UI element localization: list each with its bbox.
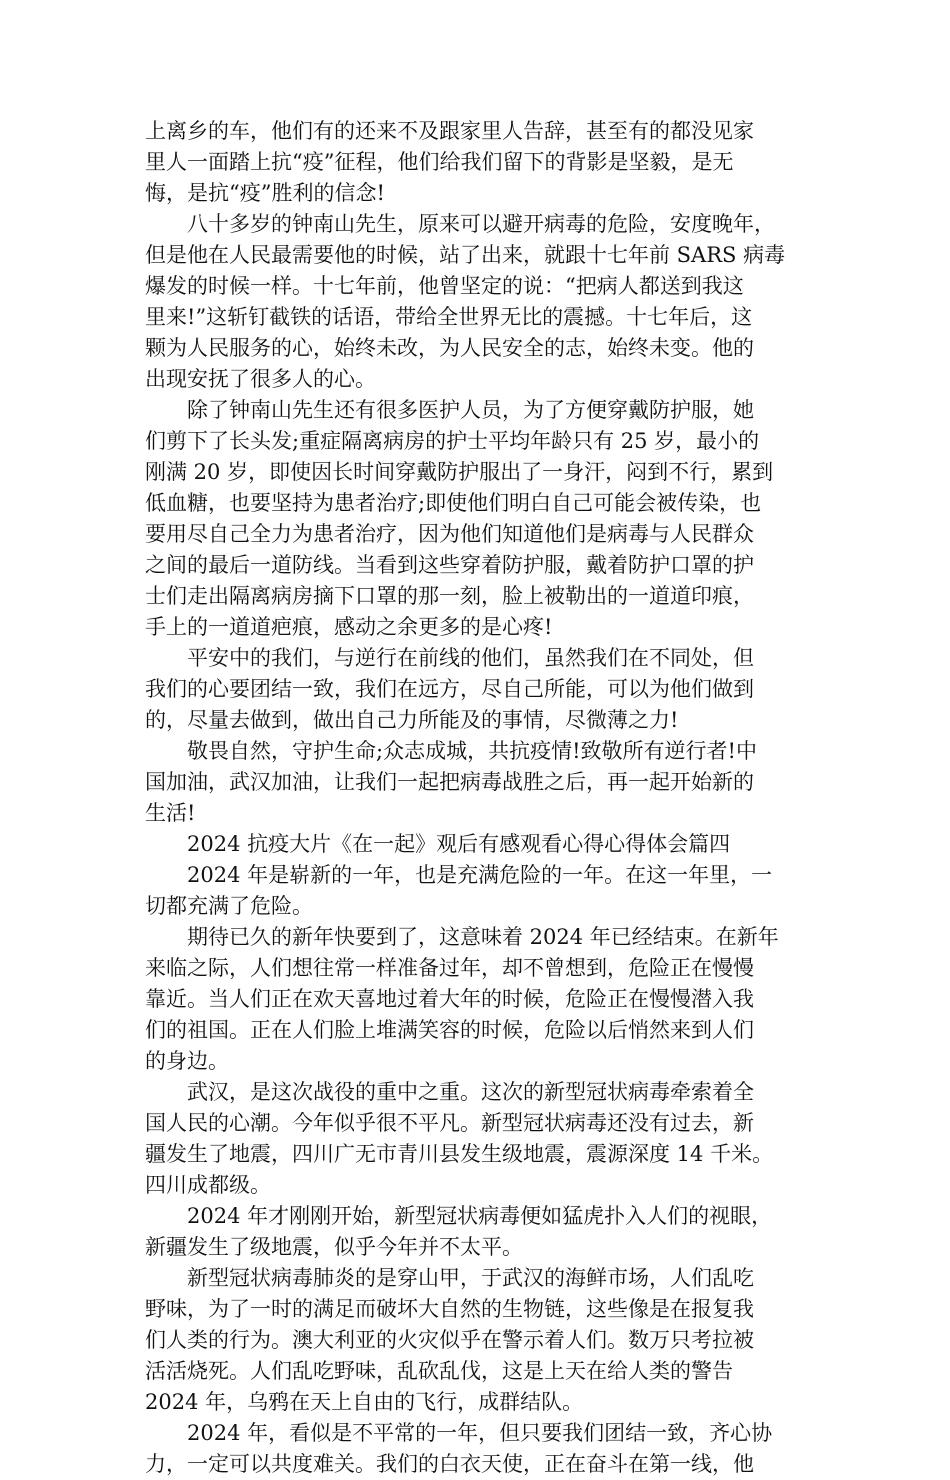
paragraph xyxy=(145,860,805,922)
text-line: 生活! xyxy=(145,801,196,825)
text-line: 疆发生了地震，四川广无市青川县发生级地震，震源深度 14 千米。 xyxy=(145,1142,774,1166)
text-line: 里人一面踏上抗“疫”征程，他们给我们留下的背影是坚毅，是无 xyxy=(145,150,734,174)
paragraph xyxy=(145,1263,805,1418)
text-line: 里来!”这斩钉截铁的话语，带给全世界无比的震撼。十七年后，这 xyxy=(145,305,753,329)
text-line: 们人类的行为。澳大利亚的火灾似乎在警示着人们。数万只考拉被 xyxy=(145,1328,754,1352)
text-line: 2024 年才刚刚开始，新型冠状病毒便如猛虎扑入人们的视眼， xyxy=(187,1204,773,1228)
text-line: 们剪下了长头发;重症隔离病房的护士平均年龄只有 25 岁，最小的 xyxy=(145,429,760,453)
text-line: 刚满 20 岁，即使因长时间穿戴防护服出了一身汗，闷到不行，累到 xyxy=(145,460,774,484)
text-line: 要用尽自己全力为患者治疗，因为他们知道他们是病毒与人民群众 xyxy=(145,522,754,546)
text-line: 2024 年，看似是不平常的一年，但只要我们团结一致，齐心协 xyxy=(187,1421,773,1445)
text-line: 的身边。 xyxy=(145,1049,229,1073)
text-line: 新疆发生了级地震，似乎今年并不太平。 xyxy=(145,1235,523,1259)
text-line: 上离乡的车，他们有的还来不及跟家里人告辞，甚至有的都没见家 xyxy=(145,119,754,143)
paragraph xyxy=(145,1418,805,1480)
paragraph xyxy=(145,736,805,829)
text-line: 颗为人民服务的心，始终未改，为人民安全的志，始终未变。他的 xyxy=(145,336,754,360)
text-line: 2024 抗疫大片《在一起》观后有感观看心得心得体会篇四 xyxy=(187,832,731,856)
paragraph xyxy=(145,395,805,643)
text-line: 悔，是抗“疫”胜利的信念! xyxy=(145,181,385,205)
document-page xyxy=(145,116,805,1480)
text-line: 敬畏自然，守护生命;众志成城，共抗疫情!致敬所有逆行者!中 xyxy=(187,739,757,763)
text-line: 国加油，武汉加油，让我们一起把病毒战胜之后，再一起开始新的 xyxy=(145,770,754,794)
text-line: 力，一定可以共度难关。我们的白衣天使，正在奋斗在第一线，他 xyxy=(145,1452,754,1476)
text-line: 手上的一道道疤痕，感动之余更多的是心疼! xyxy=(145,615,553,639)
text-line: 们的祖国。正在人们脸上堆满笑容的时候，危险以后悄然来到人们 xyxy=(145,1018,754,1042)
text-line: 野味，为了一时的满足而破坏大自然的生物链，这些像是在报复我 xyxy=(145,1297,754,1321)
text-line: 活活烧死。人们乱吃野味，乱砍乱伐，这是上天在给人类的警告 xyxy=(145,1359,733,1383)
text-line: 国人民的心潮。今年似乎很不平凡。新型冠状病毒还没有过去，新 xyxy=(145,1111,754,1135)
text-line: 八十多岁的钟南山先生，原来可以避开病毒的危险，安度晚年， xyxy=(187,212,775,236)
text-line: 的，尽量去做到，做出自己力所能及的事情，尽微薄之力! xyxy=(145,708,679,732)
text-line: 爆发的时候一样。十七年前，他曾坚定的说：“把病人都送到我这 xyxy=(145,274,744,298)
text-line: 新型冠状病毒肺炎的是穿山甲，于武汉的海鲜市场，人们乱吃 xyxy=(187,1266,754,1290)
paragraph xyxy=(145,643,805,736)
paragraph xyxy=(145,1077,805,1201)
text-line: 低血糖，也要坚持为患者治疗;即使他们明白自己可能会被传染，也 xyxy=(145,491,762,515)
paragraph xyxy=(145,1201,805,1263)
text-line: 2024 年，乌鸦在天上自由的飞行，成群结队。 xyxy=(145,1390,584,1414)
paragraph xyxy=(145,829,805,860)
text-line: 但是他在人民最需要他的时候，站了出来，就跟十七年前 SARS 病毒 xyxy=(145,243,786,267)
text-line: 2024 年是崭新的一年，也是充满危险的一年。在这一年里，一 xyxy=(187,863,773,887)
paragraph xyxy=(145,116,805,209)
text-line: 期待已久的新年快要到了，这意味着 2024 年已经结束。在新年 xyxy=(187,925,779,949)
text-line: 武汉，是这次战役的重中之重。这次的新型冠状病毒牵索着全 xyxy=(187,1080,754,1104)
text-line: 切都充满了危险。 xyxy=(145,894,313,918)
text-line: 士们走出隔离病房摘下口罩的那一刻，脸上被勒出的一道道印痕， xyxy=(145,584,754,608)
paragraph xyxy=(145,922,805,1077)
text-line: 出现安抚了很多人的心。 xyxy=(145,367,376,391)
text-line: 我们的心要团结一致，我们在远方，尽自己所能，可以为他们做到 xyxy=(145,677,754,701)
text-line: 来临之际，人们想往常一样准备过年，却不曾想到，危险正在慢慢 xyxy=(145,956,754,980)
text-line: 之间的最后一道防线。当看到这些穿着防护服，戴着防护口罩的护 xyxy=(145,553,754,577)
text-line: 靠近。当人们正在欢天喜地过着大年的时候，危险正在慢慢潜入我 xyxy=(145,987,754,1011)
paragraph xyxy=(145,209,805,395)
text-line: 四川成都级。 xyxy=(145,1173,271,1197)
text-line: 平安中的我们，与逆行在前线的他们，虽然我们在不同处，但 xyxy=(187,646,754,670)
text-line: 除了钟南山先生还有很多医护人员，为了方便穿戴防护服，她 xyxy=(187,398,754,422)
